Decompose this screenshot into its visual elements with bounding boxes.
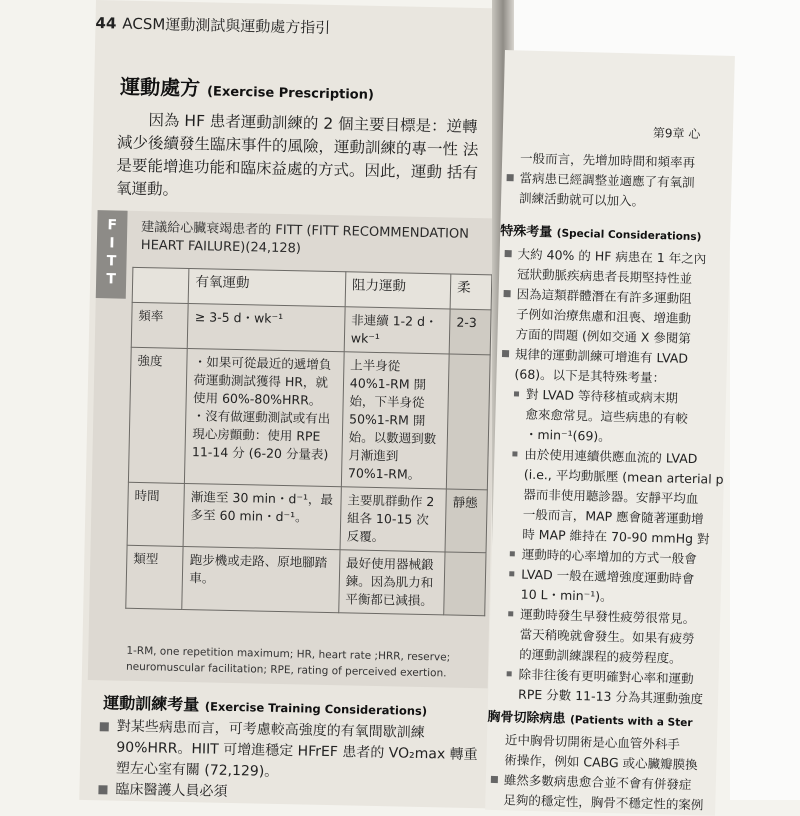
- table-cell: 漸進至 30 min・d⁻¹，最多至 60 min・d⁻¹。: [183, 483, 341, 549]
- section-title-zh: 運動處方: [119, 74, 201, 101]
- fitt-side-label: [96, 210, 128, 299]
- fitt-letter: T: [106, 253, 117, 270]
- table-cell: 2-3: [449, 309, 491, 355]
- table-header: 阻力運動: [345, 272, 451, 309]
- table-cell: 主要肌群動作 2 組各 10-15 次反覆。: [340, 487, 447, 552]
- row-label: 頻率: [131, 302, 188, 348]
- list-item: 一般而言，先增加時間和頻率再: [519, 150, 696, 171]
- table-row: [131, 302, 491, 355]
- sternotomy-title: [487, 706, 692, 730]
- table-cell: 跑步機或走路、原地腳踏車。: [182, 546, 340, 612]
- subsection-title-zh: 胸骨切除病患: [487, 709, 566, 727]
- table-row: [127, 482, 487, 553]
- left-page: [79, 0, 504, 808]
- fitt-letter: F: [107, 217, 118, 234]
- list-item: 子例如治療焦慮和沮喪、增進動: [515, 306, 692, 326]
- list-item: 的運動訓練課程的疲勞程度。: [518, 646, 682, 666]
- table-cell: 靜態: [445, 489, 487, 553]
- training-considerations-title: [103, 690, 427, 720]
- table-header: [132, 267, 189, 303]
- list-item: 因為這類群體潛在有許多運動阻: [502, 284, 742, 310]
- list-item: ・min⁻¹(69)。: [524, 426, 611, 444]
- background-right: [730, 0, 800, 800]
- list-item: 一般而言，MAP 應會隨著運動增: [522, 506, 704, 527]
- subsection-title-zh: 特殊考量: [500, 223, 553, 241]
- list-item: 運動時發生早發性疲勞很常見。: [494, 604, 734, 630]
- right-page: [485, 50, 735, 816]
- table-cell: ≥ 3-5 d・wk⁻¹: [188, 304, 345, 352]
- section-title-en: (Exercise Prescription): [206, 84, 375, 103]
- subsection-title-en: (Exercise Training Considerations): [204, 699, 428, 719]
- table-cell: 非連續 1-2 d・wk⁻¹: [344, 307, 450, 354]
- row-label: 類型: [126, 545, 184, 609]
- list-item: 時 MAP 維持在 70-90 mmHg 對: [522, 526, 710, 547]
- table-header: 柔: [450, 274, 492, 310]
- book-title: ACSM運動測試與運動處方指引: [122, 14, 331, 37]
- special-considerations-title: [500, 220, 702, 244]
- table-cell: [444, 552, 486, 616]
- page-number: 44: [95, 13, 117, 33]
- fitt-letter: I: [109, 235, 115, 252]
- background-top: [505, 0, 730, 58]
- fitt-table: [125, 267, 492, 616]
- list-item: 臨床醫護人員必須: [95, 779, 481, 808]
- table-row: [128, 347, 490, 489]
- fitt-letter: T: [106, 271, 117, 288]
- special-bullets: [492, 244, 744, 710]
- list-item: 運動時的心率增加的方式一般會: [496, 544, 736, 570]
- list-item: 雖然多數病患愈合並不會有併發症: [490, 770, 730, 796]
- list-item: 愈來愈常見。這些病患的有較: [525, 406, 689, 426]
- list-item: (68)。以下是其特殊考量：: [514, 366, 666, 386]
- training-bullets: [95, 716, 483, 808]
- list-item: 足夠的穩定性，胸骨不穩定性的案例: [503, 792, 704, 813]
- list-item: 當病患已經調整並適應了有氧訓: [505, 168, 745, 194]
- sternotomy-bullets: [489, 730, 731, 816]
- page-header: [95, 12, 330, 38]
- list-item: RPE 分數 11-13 分為其運動強度: [517, 686, 704, 707]
- list-item: 由於使用連續供應血流的 LVAD: [498, 444, 738, 470]
- intro-paragraph: 因為 HF 患者運動訓練的 2 個主要目標是：逆轉 減少後續發生臨床事件的風險，運動訓練的專一性 法是要能增進功能和臨床益處的方式。因此，運動 括有氧運動。: [115, 111, 479, 199]
- table-cell: 最好使用器械鍛鍊。因為肌力和平衡都已減損。: [339, 550, 446, 615]
- list-item: 大約 40% 的 HF 病患在 1 年之內: [503, 244, 743, 270]
- list-item: (i.e., 平均動脈壓 (mean arterial p: [523, 466, 724, 487]
- table-row: [126, 545, 486, 616]
- subsection-title-zh: 運動訓練考量: [103, 693, 200, 715]
- row-label: 強度: [128, 347, 187, 483]
- table-footnote: 1-RM, one repetition maximum; HR, heart rate ;HRR, reserve; neuromuscular facilitation; RPE, rating of perceived exertion.: [125, 644, 451, 680]
- table-cell: [446, 354, 490, 490]
- list-item: 規律的運動訓練可增進有 LVAD: [501, 344, 741, 370]
- list-item: 器而非使用聽診器。安靜平均血: [523, 486, 699, 507]
- list-item: 近中胸骨切開術是心血管外科手: [504, 732, 681, 752]
- list-item: 對 LVAD 等待移植或病末期: [500, 384, 740, 410]
- subsection-title-en: (Special Considerations): [556, 227, 702, 244]
- table-cell: 上半身從 40%1-RM 開始，下半身從 50%1-RM 開始。以數週到數月漸進到 70%1-RM。: [341, 352, 449, 489]
- chapter-header: 第9章 心: [652, 125, 701, 142]
- subsection-title-en: (Patients with a Ster: [569, 713, 693, 730]
- list-item: LVAD 一般在遞增強度運動時會: [495, 564, 735, 590]
- list-item: 方面的問題 (例如交通 X 參閱第: [515, 326, 692, 346]
- list-item: 訓練活動就可以加入。: [518, 190, 645, 209]
- list-item: 術操作，例如 CABG 或心臟瓣膜換: [504, 752, 698, 773]
- top-bullets: [505, 148, 746, 214]
- table-cell: ・如果可從最近的遞增負荷運動測試獲得 HR，就使用 60%-80%HRR。 ・沒有做運動測試或有出現心房顫動：使用 RPE 11-14 分 (6-20 分量表): [185, 348, 344, 486]
- list-item: 10 L・min⁻¹)。: [520, 586, 613, 605]
- list-item: 除非往後有更明確對心率和運動: [492, 664, 732, 690]
- list-item: 對某些病患而言，可考慮較高強度的有氧間歇訓練 90%HRR。HIIT 可增進穩定 HFrEF 患者的 VO₂max 轉重塑左心室有關 (72,129)。: [96, 716, 483, 787]
- table-header: 有氧運動: [189, 269, 346, 307]
- row-label: 時間: [127, 482, 185, 546]
- section-title: [120, 71, 374, 105]
- list-item: 冠狀動脈疾病患者長期堅持性並: [516, 266, 693, 286]
- fitt-box: [88, 210, 498, 688]
- list-item: 當天稍晚就會發生。如果有疲勞: [519, 626, 695, 647]
- fitt-table-title: 建議給心臟衰竭患者的 FITT (FITT RECOMMENDATION HEART FAILURE)(24,128): [140, 219, 470, 257]
